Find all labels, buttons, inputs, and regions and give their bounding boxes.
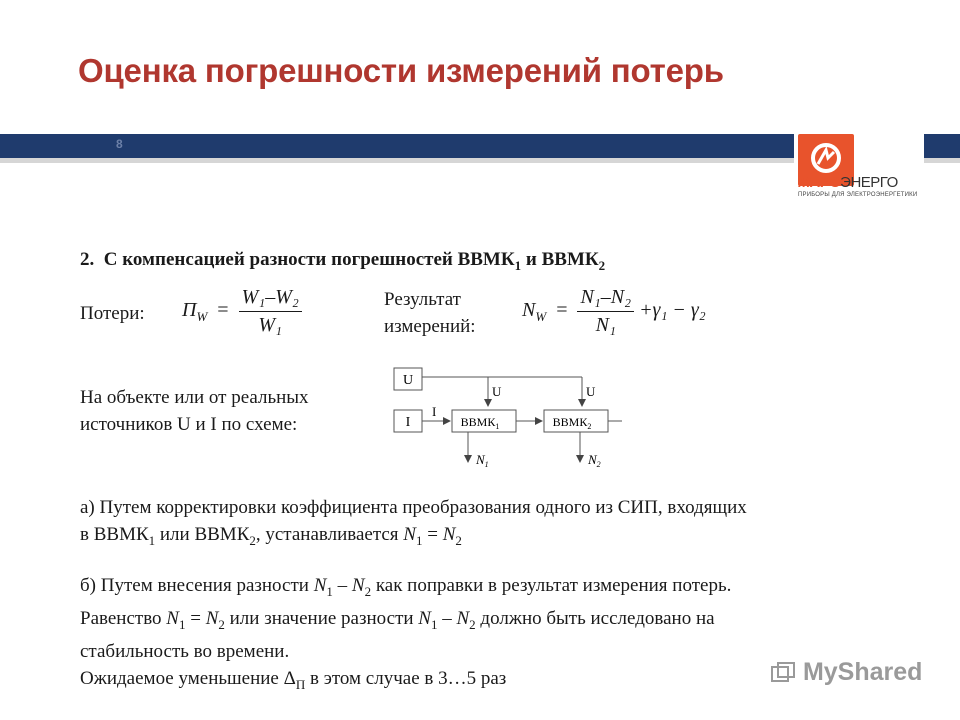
watermark-icon: [770, 661, 796, 683]
section-heading: 2. С компенсацией разности погрешностей $ВВМК_1$ и $ВВМК_2$: [80, 249, 606, 273]
arrow-i-label: I: [432, 404, 437, 419]
result-formula: $N_W$ = $\frac{\text{N₁–N₂}}{\text{N₁}}$ +γ₁ − γ₂: [522, 286, 706, 336]
page-title: Оценка погрешности измерений потерь: [78, 52, 724, 89]
watermark: MyShared: [770, 658, 922, 687]
scheme-label: На объекте или от реальных источников U и I по схеме:: [80, 387, 309, 435]
svg-text:ВВМК2: $ВВМК_2$: [552, 415, 592, 431]
result-label: Результат измерений:: [384, 289, 476, 337]
slide-number: 8: [116, 137, 123, 151]
scheme-diagram: [390, 364, 630, 474]
svg-text:N2: $N_2$: [588, 452, 601, 469]
paragraph-a: а) Путем корректировки коэффициента преобразования одного из СИП, входящих в $ВВМК_1$ или $ВВМК_2$, устанавливается $N_1 = N_2$: [80, 497, 747, 548]
logo: [794, 130, 924, 208]
arrow-u2-label: U: [586, 384, 596, 399]
logo-tagline: ПРИБОРЫ ДЛЯ ЭЛЕКТРОЭНЕРГЕТИКИ: [798, 192, 918, 198]
arrow-u1-label: U: [492, 384, 502, 399]
box-i-label: I: [405, 415, 411, 430]
paragraph-b: б) Путем внесения разности $N_1 - N_2$ как поправки в результат измерения потерь. Равенство $N_1 = N_2$ или значение разности $N_1 - N_2$ должно быть исследовано на стабильность во времени. Ожидаемое уменьшение $\Delta_П$ в этом случае в 3…5 раз: [80, 575, 732, 692]
box-u-label: U: [402, 373, 414, 388]
svg-text:ВВМК1: $ВВМК_1$: [460, 415, 500, 431]
losses-formula: $П_W$ = $\frac{\text{W₁–W₂}}{\text{W₁}}$: [182, 284, 302, 339]
svg-text:N1: $N_1$: [476, 452, 489, 469]
losses-label: Потери:: [80, 303, 145, 324]
logo-wordmark: МАРСЭНЕРГО: [798, 174, 898, 191]
